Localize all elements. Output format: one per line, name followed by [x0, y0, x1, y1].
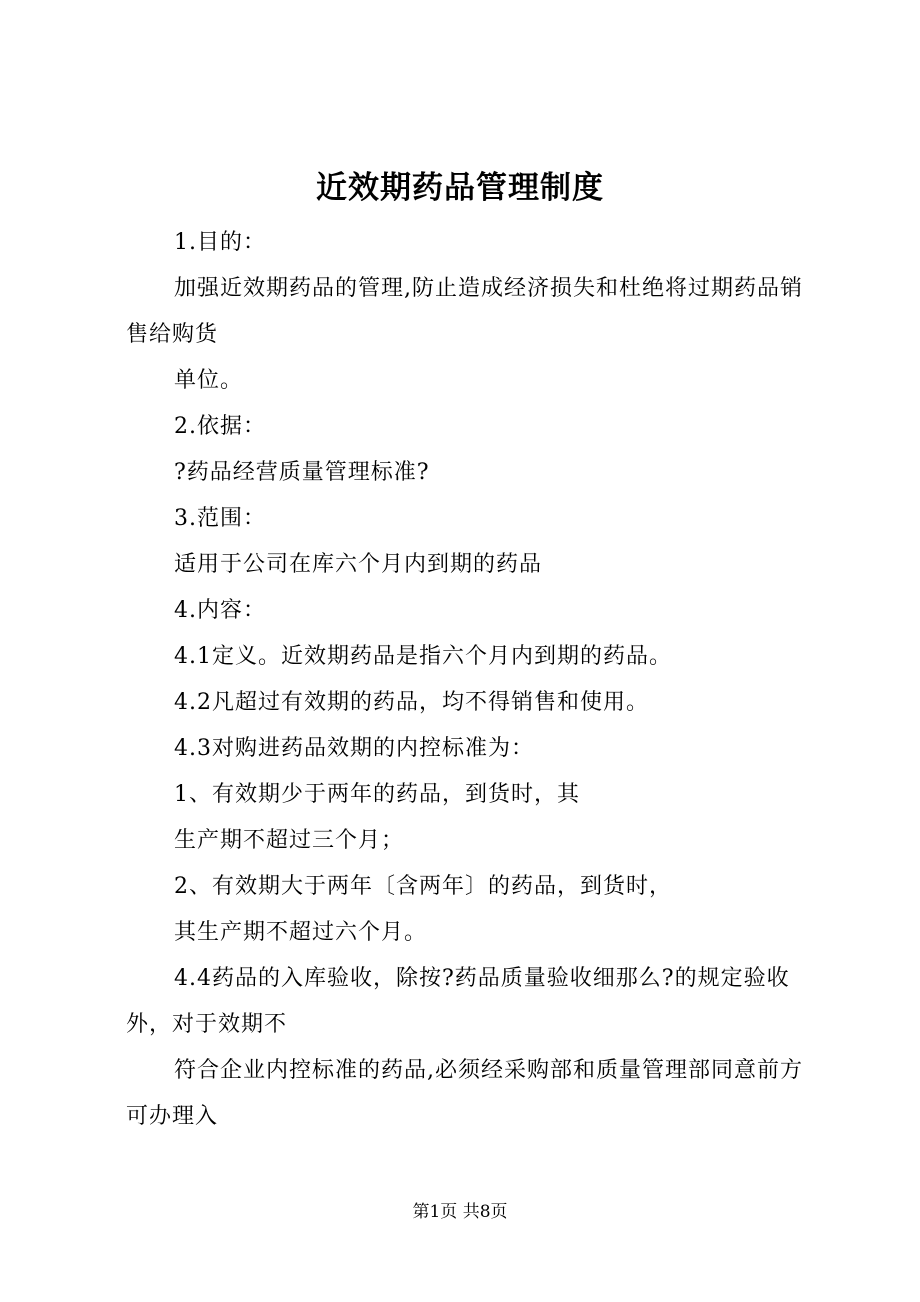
list-item-1-continued: 生产期不超过三个月；: [174, 828, 405, 853]
section-heading-basis: 2.依据：: [174, 414, 266, 439]
paragraph-4-4-continued: 符合企业内控标准的药品,必须经采购部和质量管理部同意前方可办理入: [126, 1058, 803, 1129]
paragraph-basis: ?药品经营质量管理标准?: [174, 460, 430, 485]
section-heading-scope: 3.范围：: [174, 506, 266, 531]
paragraph-scope: 适用于公司在库六个月内到期的药品: [174, 552, 543, 577]
paragraph-4-3: 4.3对购进药品效期的内控标准为：: [174, 736, 534, 761]
paragraph-purpose-continued: 单位。: [174, 368, 244, 393]
page-footer: 第1页 共8页: [412, 1202, 508, 1222]
paragraph-4-2: 4.2凡超过有效期的药品，均不得销售和使用。: [174, 690, 649, 715]
document-title: 近效期药品管理制度: [316, 170, 604, 206]
paragraph-purpose: 加强近效期药品的管理,防止造成经济损失和杜绝将过期药品销售给购货: [126, 276, 803, 347]
paragraph-4-4: 4.4药品的入库验收，除按?药品质量验收细那么?的规定验收外，对于效期不: [126, 966, 790, 1037]
paragraph-4-1: 4.1定义。近效期药品是指六个月内到期的药品。: [174, 644, 672, 669]
section-heading-purpose: 1.目的：: [174, 230, 266, 255]
document-body: [126, 220, 806, 1140]
section-heading-content: 4.内容：: [174, 598, 266, 623]
list-item-1: 1、有效期少于两年的药品，到货时，其: [174, 782, 580, 807]
list-item-2: 2、有效期大于两年〔含两年〕的药品，到货时，: [174, 874, 672, 899]
list-item-2-continued: 其生产期不超过六个月。: [174, 920, 428, 945]
